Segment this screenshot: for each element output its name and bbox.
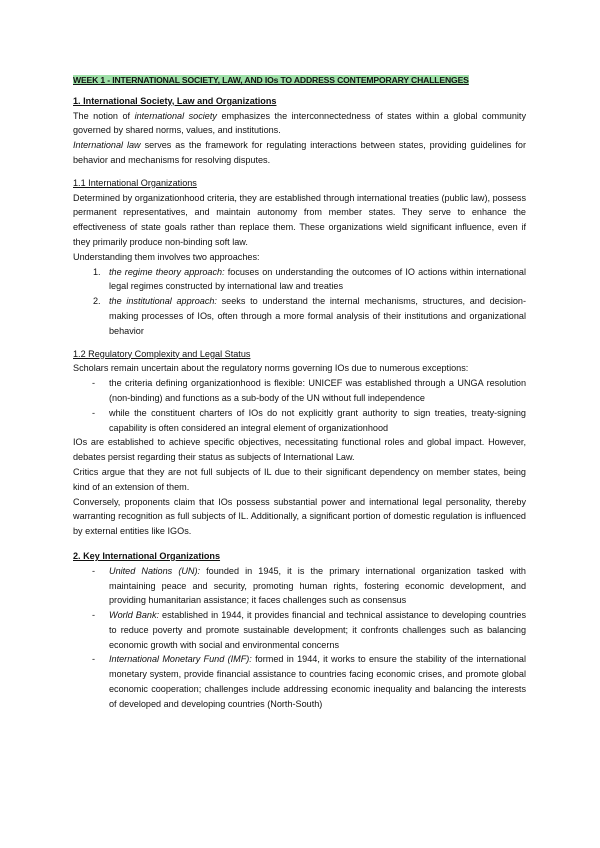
emphasis: the regime theory approach: [109,266,225,277]
text-run: the criteria defining organizationhood is flexible: UNICEF was established through a UNGA resolution (non-binding) and functions as a sub-body of the UN without full independence [109,378,526,403]
list-item [73,376,526,406]
text-run: founded in 1945, it is the primary international organization tasked with maintaining peace and security, promoting human rights, fostering economic development, and providing humanitarian assistance; it faces challenges such as consensus [109,565,526,606]
emphasis: international society [134,110,217,121]
section-1-paragraph-1 [73,109,526,139]
text-run: serves as the framework for regulating interactions between states, providing guidelines for behavior and mechanisms for resolving disputes. [73,140,526,165]
list-number: 2. [93,296,101,307]
text-run: focuses on understanding the outcomes of IO actions within international legal regimes constructed by international law and treaties [109,266,526,292]
section-2-heading: 2. Key International Organizations [73,550,221,561]
list-item [73,294,526,338]
page-title: WEEK 1 - INTERNATIONAL SOCIETY, LAW, AND IOs TO ADDRESS CONTEMPORARY CHALLENGES [73,75,469,85]
list-item [73,652,526,711]
text-run: seeks to understand the internal mechanisms, structures, and decision-making processes of IOs, often through a more formal analysis of their institutions and organizational behavior [109,296,526,336]
bullet-dash: - [92,565,96,576]
document-body [73,73,526,712]
section-1-1-paragraph-2: Understanding them involves two approaches: [73,251,260,262]
title-line [73,73,526,88]
section-1-2-paragraph-2: IOs are established to achieve specific objectives, necessitating functional roles and global impact. However, debates persist regarding their status as subjects of International Law. [73,437,526,463]
section-1-1-paragraph-1: Determined by organizationhood criteria, they are established through international treaties (public law), possess permanent representatives, and maintain autonomy from member states. They serve to enhance the effectiveness of state goals rather than replace them. These organizations wield significant influence, even if they primarily produce non-binding soft law. [73,192,526,247]
text-run: emphasizes the interconnectedness of states within a global community governed by shared norms, values, and institutions. [73,110,527,136]
text-run: The notion of [73,110,135,121]
section-1-paragraph-2 [73,138,526,168]
section-1-2-paragraph-3: Critics argue that they are not full subjects of IL due to their significant dependency on member states, being kind of an extension of them. [73,466,526,492]
section-1-heading: 1. International Society, Law and Organizations [73,95,277,106]
emphasis: International Monetary Fund (IMF): [109,654,252,665]
list-item [73,564,526,608]
list-number: 1. [93,266,101,277]
exceptions-list [73,376,526,435]
emphasis: World Bank: [109,610,160,621]
bullet-dash: - [92,378,96,389]
bullet-dash: - [92,654,96,665]
text-run: established in 1944, it provides financial and technical assistance to developing countries to reduce poverty and promote sustainable development; it confronts challenges such as balancing economic growth with social and environmental concerns [109,610,526,650]
bullet-dash: - [92,407,96,418]
list-item [73,265,526,295]
organizations-list [73,564,526,712]
emphasis: the institutional approach: [109,296,217,307]
emphasis: International law [73,140,141,151]
text-run: formed in 1944, it works to ensure the stability of the international monetary system, provide financial assistance to countries facing economic crises, and promote global economic cooperation; challenges include addressing economic inequality and balancing the interests of developed and developing countries (North-South) [109,654,526,709]
section-1-2-paragraph-1: Scholars remain uncertain about the regulatory norms governing IOs due to numerous exceptions: [73,363,469,374]
section-1-2-heading: 1.2 Regulatory Complexity and Legal Status [73,348,251,359]
approaches-list [73,265,526,339]
bullet-dash: - [92,610,96,621]
list-item [73,608,526,652]
emphasis: United Nations (UN): [109,565,201,576]
list-item [73,406,526,436]
text-run: while the constituent charters of IOs do not explicitly grant authority to sign treaties, treaty-signing capability is often considered an integral element of organizationhood [109,407,526,433]
section-1-1-heading: 1.1 International Organizations [73,177,197,188]
section-1-2-paragraph-4: Conversely, proponents claim that IOs possess substantial power and international legal personality, thereby warranting recognition as full subjects of IL. Additionally, a significant portion of domestic regulation is influenced by external entities like IGOs. [73,496,526,537]
